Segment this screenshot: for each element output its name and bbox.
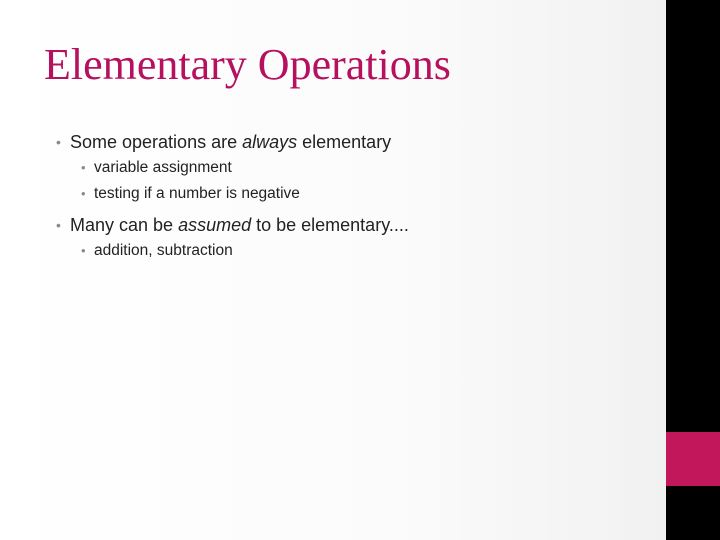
bullet-text: addition, subtraction (94, 242, 233, 259)
bullet-text: testing if a number is negative (94, 185, 300, 202)
bullet-emphasis: assumed (178, 215, 252, 235)
bullet-text: to be elementary.... (251, 215, 409, 235)
sub-bullet-item (81, 241, 233, 261)
bullet-marker: • (81, 160, 86, 175)
bullet-marker: • (56, 134, 61, 150)
bullet-marker: • (81, 186, 86, 201)
bullet-text: variable assignment (94, 159, 232, 176)
sub-bullet-item (81, 158, 232, 178)
bullet-marker: • (56, 217, 61, 233)
bullet-item (56, 214, 409, 236)
accent-block (666, 432, 720, 486)
bullet-item (56, 131, 392, 153)
slide-title: Elementary Operations (44, 40, 451, 89)
sub-bullet-item (81, 184, 300, 204)
bullet-text: Some operations are (70, 132, 243, 152)
bullet-emphasis: always (242, 132, 298, 152)
bullet-text: elementary (297, 132, 392, 152)
bullet-text: Many can be (70, 215, 179, 235)
bullet-marker: • (81, 243, 86, 258)
